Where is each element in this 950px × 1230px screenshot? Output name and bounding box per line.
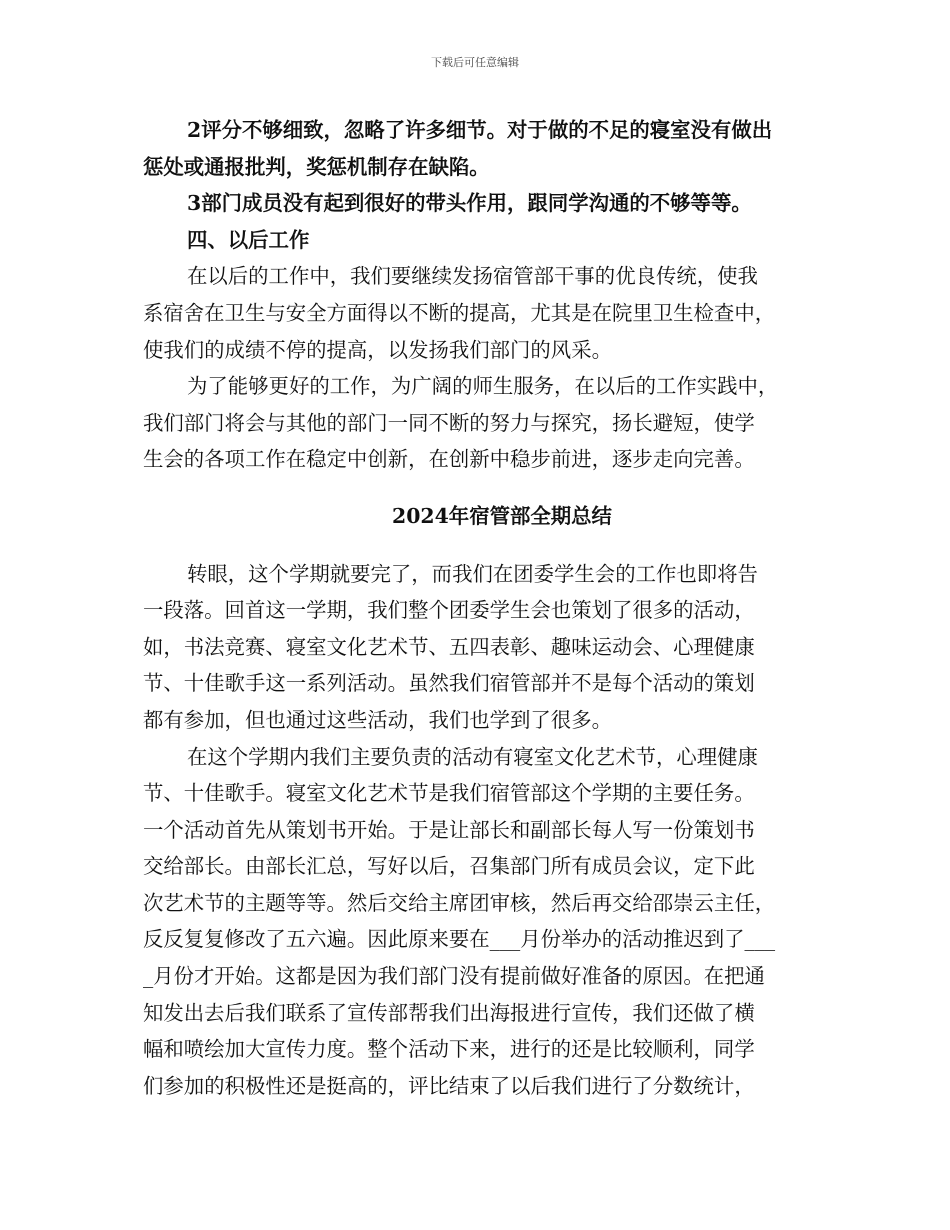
item-3-line-1: 3部门成员没有起到很好的带头作用，跟同学沟通的不够等等。 xyxy=(187,191,752,216)
paragraph-line: 知发出去后我们联系了宣传部帮我们出海报进行宣传，我们还做了横 xyxy=(143,1000,755,1025)
paragraph-line: 系宿舍在卫生与安全方面得以不断的提高，尤其是在院里卫生检查中， xyxy=(143,300,776,325)
paragraph-line: 在以后的工作中，我们要继续发扬宿管部干事的优良传统，使我 xyxy=(187,264,758,289)
paragraph-line: 交给部长。由部长汇总，写好以后，召集部门所有成员会议，定下此 xyxy=(143,854,755,879)
paragraph-line: 都有参加，但也通过这些活动，我们也学到了很多。 xyxy=(143,707,612,732)
paragraph-line: _月份才开始。这都是因为我们部门没有提前做好准备的原因。在把通 xyxy=(143,964,765,989)
paragraph-line: 们参加的积极性还是挺高的，评比结束了以后我们进行了分数统计， xyxy=(143,1073,755,1098)
section-title: 2024年宿管部全期总结 xyxy=(392,503,612,528)
item-2-line-2: 惩处或通报批判，奖惩机制存在缺陷。 xyxy=(143,154,490,179)
item-2-line-1: 2评分不够细致，忽略了许多细节。对于做的不足的寝室没有做出 xyxy=(187,118,773,142)
paragraph-line: 一个活动首先从策划书开始。于是让部长和副部长每人写一份策划书 xyxy=(143,817,755,842)
paragraph-line: 节、十佳歌手。寝室文化艺术节是我们宿管部这个学期的主要任务。 xyxy=(143,781,755,806)
paragraph-line: 次艺术节的主题等等。然后交给主席团审核，然后再交给邵崇云主任， xyxy=(143,890,776,915)
paragraph-line: 我们部门将会与其他的部门一同不断的努力与探究，扬长避短，使学 xyxy=(143,410,755,435)
header-note: 下载后可任意编辑 xyxy=(431,56,519,69)
paragraph-line: 转眼，这个学期就要完了，而我们在团委学生会的工作也即将告 xyxy=(187,561,758,586)
paragraph-line: 反反复复修改了五六遍。因此原来要在___月份举办的活动推迟到了___ xyxy=(143,927,776,952)
heading-future-work: 四、以后工作 xyxy=(187,227,310,252)
paragraph-line: 为了能够更好的工作，为广阔的师生服务，在以后的工作实践中， xyxy=(187,374,779,399)
paragraph-line: 一段落。回首这一学期，我们整个团委学生会也策划了很多的活动， xyxy=(143,598,755,623)
paragraph-line: 幅和喷绘加大宣传力度。整个活动下来，进行的还是比较顺利，同学 xyxy=(143,1037,755,1062)
paragraph-line: 在这个学期内我们主要负责的活动有寝室文化艺术节，心理健康 xyxy=(187,744,758,769)
paragraph-line: 节、十佳歌手这一系列活动。虽然我们宿管部并不是每个活动的策划 xyxy=(143,671,755,696)
paragraph-line: 使我们的成绩不停的提高，以发扬我们部门的风采。 xyxy=(143,337,612,362)
paragraph-line: 如，书法竞赛、寝室文化艺术节、五四表彰、趣味运动会、心理健康 xyxy=(143,634,755,659)
document-body xyxy=(143,112,811,1104)
paragraph-line: 生会的各项工作在稳定中创新，在创新中稳步前进，逐步走向完善。 xyxy=(143,447,755,472)
